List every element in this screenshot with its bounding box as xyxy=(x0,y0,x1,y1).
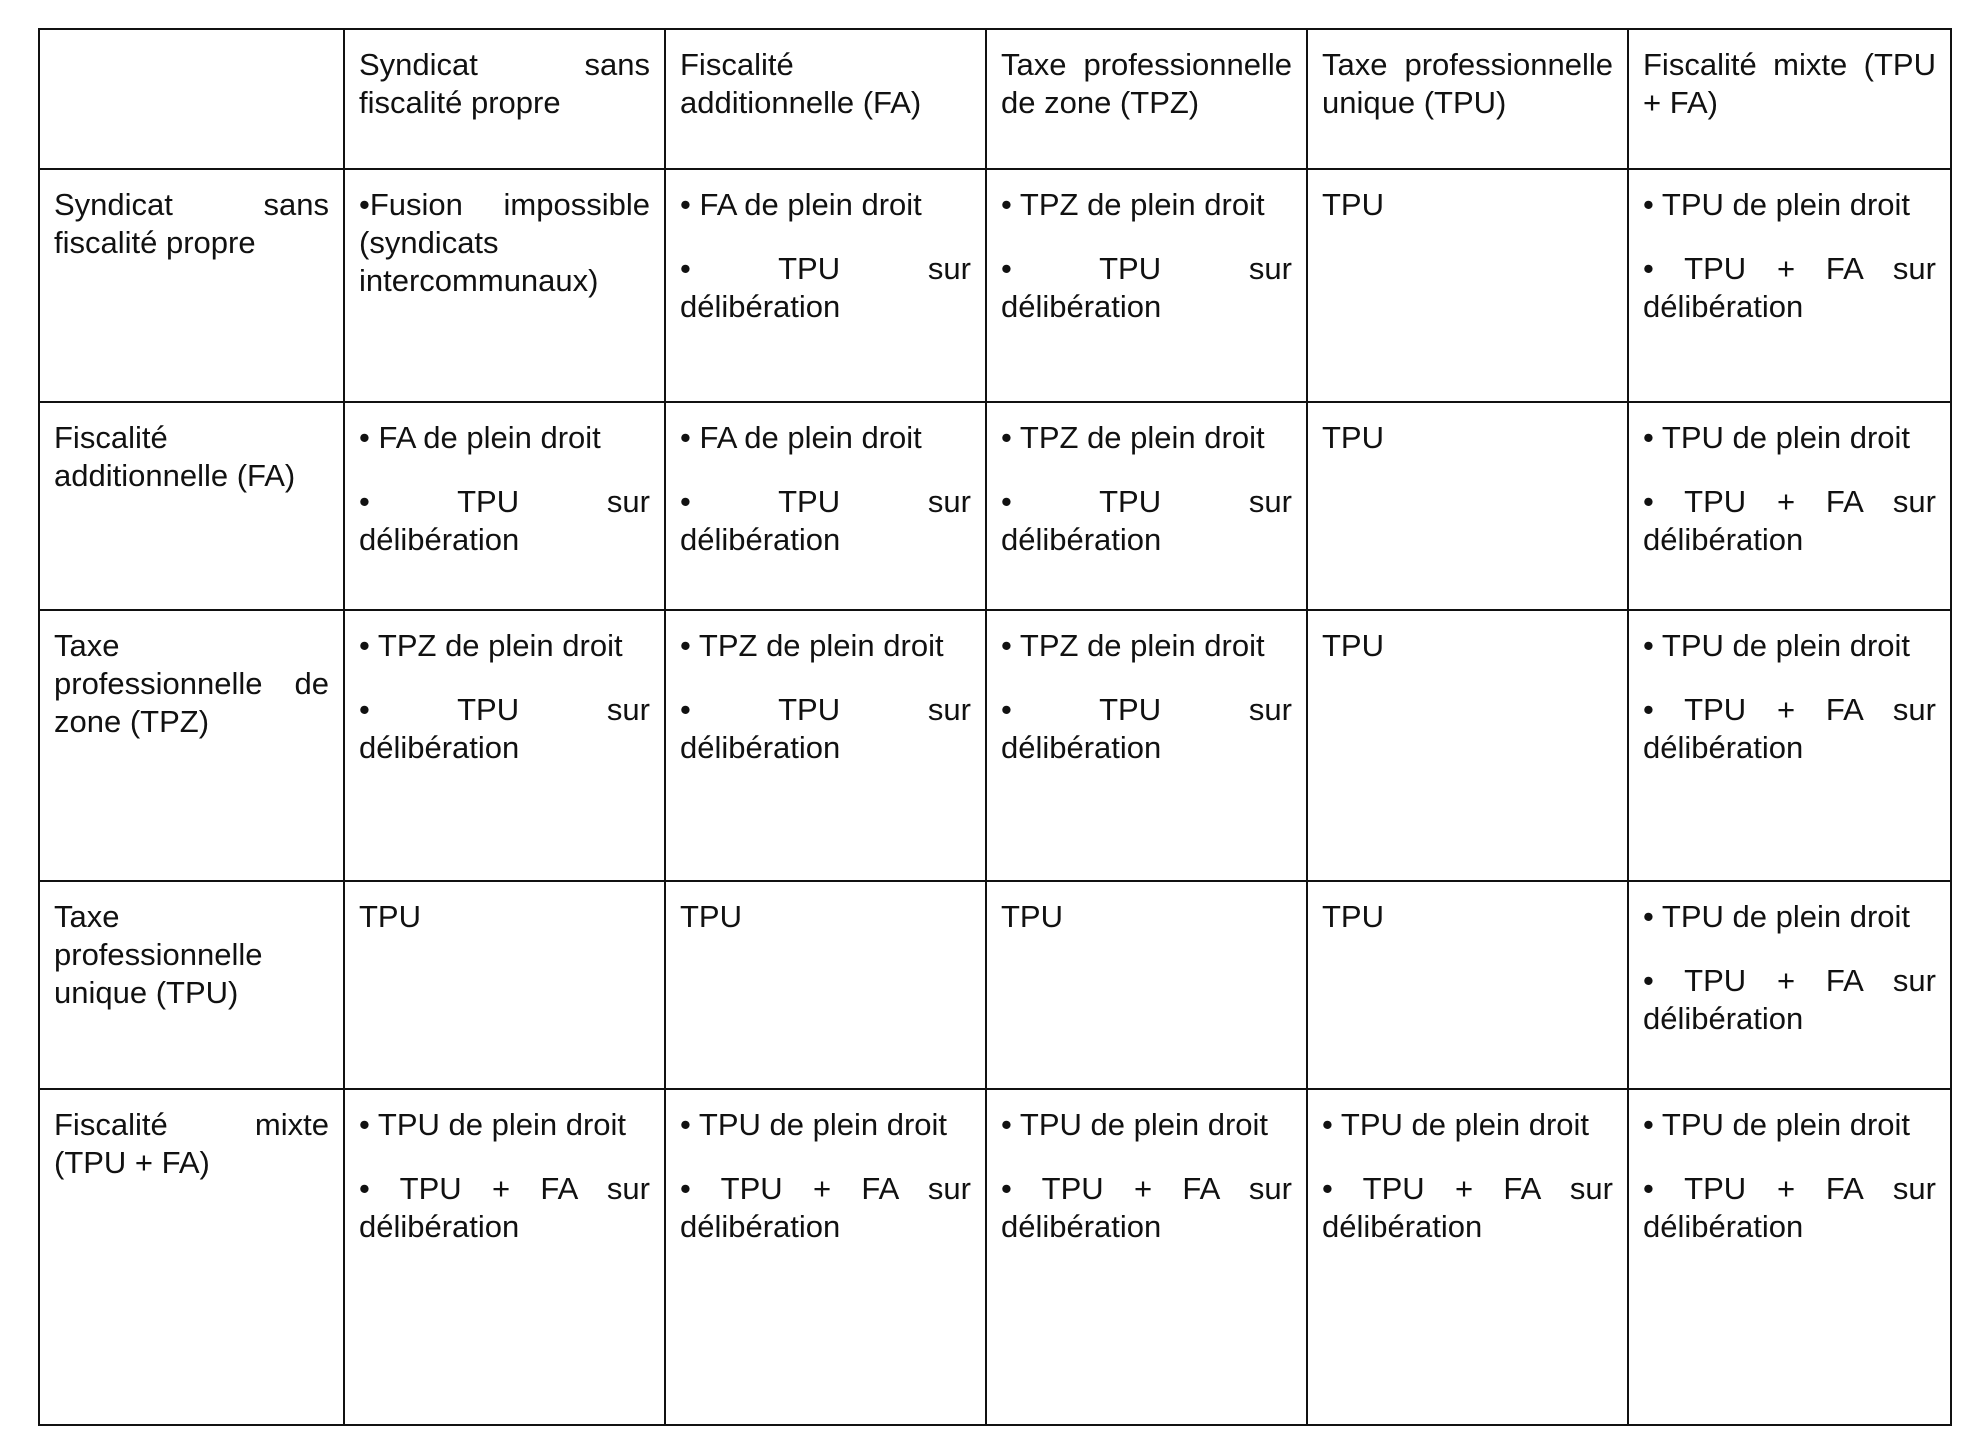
table-body xyxy=(39,169,1951,1425)
cell-line: • TPU + FA sur délibération xyxy=(1643,1171,1936,1244)
cell-line: • TPZ de plein droit xyxy=(1001,187,1265,222)
column-header-text: Fiscalité mixte (TPU + FA) xyxy=(1643,47,1936,120)
fiscal-regime-table xyxy=(38,28,1952,1426)
row-header xyxy=(39,610,344,881)
table-cell xyxy=(986,1089,1307,1425)
cell-line: • TPU sur délibération xyxy=(1001,251,1292,324)
cell-line: • TPU + FA sur délibération xyxy=(1643,963,1936,1036)
column-header xyxy=(344,29,665,169)
cell-line: • TPU sur délibération xyxy=(1001,484,1292,557)
cell-line: • TPU + FA sur délibération xyxy=(359,1171,650,1244)
cell-line: TPU xyxy=(1322,628,1384,663)
cell-line: • TPU de plein droit xyxy=(1643,1107,1911,1142)
table-cell xyxy=(344,1089,665,1425)
table-row xyxy=(39,1089,1951,1425)
row-header-text: Taxe professionnelle de zone (TPZ) xyxy=(54,628,329,739)
table-row xyxy=(39,169,1951,402)
column-header xyxy=(1307,29,1628,169)
cell-line: • TPU de plein droit xyxy=(359,1107,627,1142)
cell-line: • TPU de plein droit xyxy=(1001,1107,1269,1142)
row-header xyxy=(39,881,344,1089)
table-cell xyxy=(344,402,665,610)
table-cell xyxy=(1628,610,1951,881)
table-cell xyxy=(986,610,1307,881)
table-row xyxy=(39,881,1951,1089)
cell-line: TPU xyxy=(1322,420,1384,455)
cell-line: • TPZ de plein droit xyxy=(1001,420,1265,455)
column-header xyxy=(665,29,986,169)
cell-line: • TPZ de plein droit xyxy=(1001,628,1265,663)
table-cell xyxy=(1628,881,1951,1089)
cell-line: • TPU + FA sur délibération xyxy=(1322,1171,1613,1244)
column-header xyxy=(1628,29,1951,169)
cell-line: • TPU sur délibération xyxy=(1001,692,1292,765)
cell-line: • TPU + FA sur délibération xyxy=(1643,251,1936,324)
table-cell xyxy=(1307,169,1628,402)
cell-line: • FA de plein droit xyxy=(359,420,601,455)
row-header-text: Fiscalité mixte (TPU + FA) xyxy=(54,1107,329,1180)
column-header-text: Fiscalité additionnelle (FA) xyxy=(680,47,922,120)
header-corner-cell xyxy=(39,29,344,169)
row-header xyxy=(39,1089,344,1425)
table-cell xyxy=(665,1089,986,1425)
cell-line: TPU xyxy=(1001,899,1063,934)
table-cell xyxy=(665,610,986,881)
cell-line: • TPU + FA sur délibération xyxy=(1643,484,1936,557)
table-cell xyxy=(986,881,1307,1089)
table-cell xyxy=(986,402,1307,610)
cell-line: • TPZ de plein droit xyxy=(359,628,623,663)
cell-line: • TPU de plein droit xyxy=(1322,1107,1590,1142)
cell-line: TPU xyxy=(1322,899,1384,934)
row-header-text: Fiscalité additionnelle (FA) xyxy=(54,420,296,493)
cell-line: • TPZ de plein droit xyxy=(680,628,944,663)
table-cell xyxy=(1307,1089,1628,1425)
cell-line: TPU xyxy=(680,899,742,934)
cell-line: • TPU sur délibération xyxy=(359,692,650,765)
row-header xyxy=(39,402,344,610)
table-row xyxy=(39,402,1951,610)
cell-line: TPU xyxy=(1322,187,1384,222)
cell-line: • TPU sur délibération xyxy=(680,484,971,557)
table-cell xyxy=(665,169,986,402)
column-header-text: Taxe professionnelle unique (TPU) xyxy=(1322,47,1613,120)
table-cell xyxy=(1307,610,1628,881)
column-header-text: Syndicat sans fiscalité propre xyxy=(359,47,650,120)
cell-line: TPU xyxy=(359,899,421,934)
table-cell xyxy=(344,169,665,402)
cell-line: • TPU de plein droit xyxy=(1643,628,1911,663)
column-header xyxy=(986,29,1307,169)
column-header-text: Taxe professionnelle de zone (TPZ) xyxy=(1001,47,1292,120)
cell-line: • TPU de plein droit xyxy=(680,1107,948,1142)
row-header-text: Taxe professionnelle unique (TPU) xyxy=(54,899,263,1010)
table-cell xyxy=(344,610,665,881)
table-cell xyxy=(1628,1089,1951,1425)
row-header-text: Syndicat sans fiscalité propre xyxy=(54,187,329,260)
table-cell xyxy=(1628,169,1951,402)
cell-line: •Fusion impossible (syndicats intercommunaux) xyxy=(359,187,650,298)
cell-line: • TPU de plein droit xyxy=(1643,420,1911,455)
cell-line: • TPU sur délibération xyxy=(680,692,971,765)
cell-line: • TPU + FA sur délibération xyxy=(1643,692,1936,765)
table-cell xyxy=(1307,881,1628,1089)
table-cell xyxy=(1307,402,1628,610)
table-row xyxy=(39,610,1951,881)
table-cell xyxy=(665,881,986,1089)
cell-line: • TPU de plein droit xyxy=(1643,187,1911,222)
cell-line: • TPU + FA sur délibération xyxy=(680,1171,971,1244)
table-header-row xyxy=(39,29,1951,169)
table-cell xyxy=(1628,402,1951,610)
cell-line: • FA de plein droit xyxy=(680,187,922,222)
cell-line: • FA de plein droit xyxy=(680,420,922,455)
cell-line: • TPU de plein droit xyxy=(1643,899,1911,934)
table-cell xyxy=(986,169,1307,402)
cell-line: • TPU + FA sur délibération xyxy=(1001,1171,1292,1244)
table-cell xyxy=(344,881,665,1089)
row-header xyxy=(39,169,344,402)
cell-line: • TPU sur délibération xyxy=(359,484,650,557)
cell-line: • TPU sur délibération xyxy=(680,251,971,324)
table-cell xyxy=(665,402,986,610)
